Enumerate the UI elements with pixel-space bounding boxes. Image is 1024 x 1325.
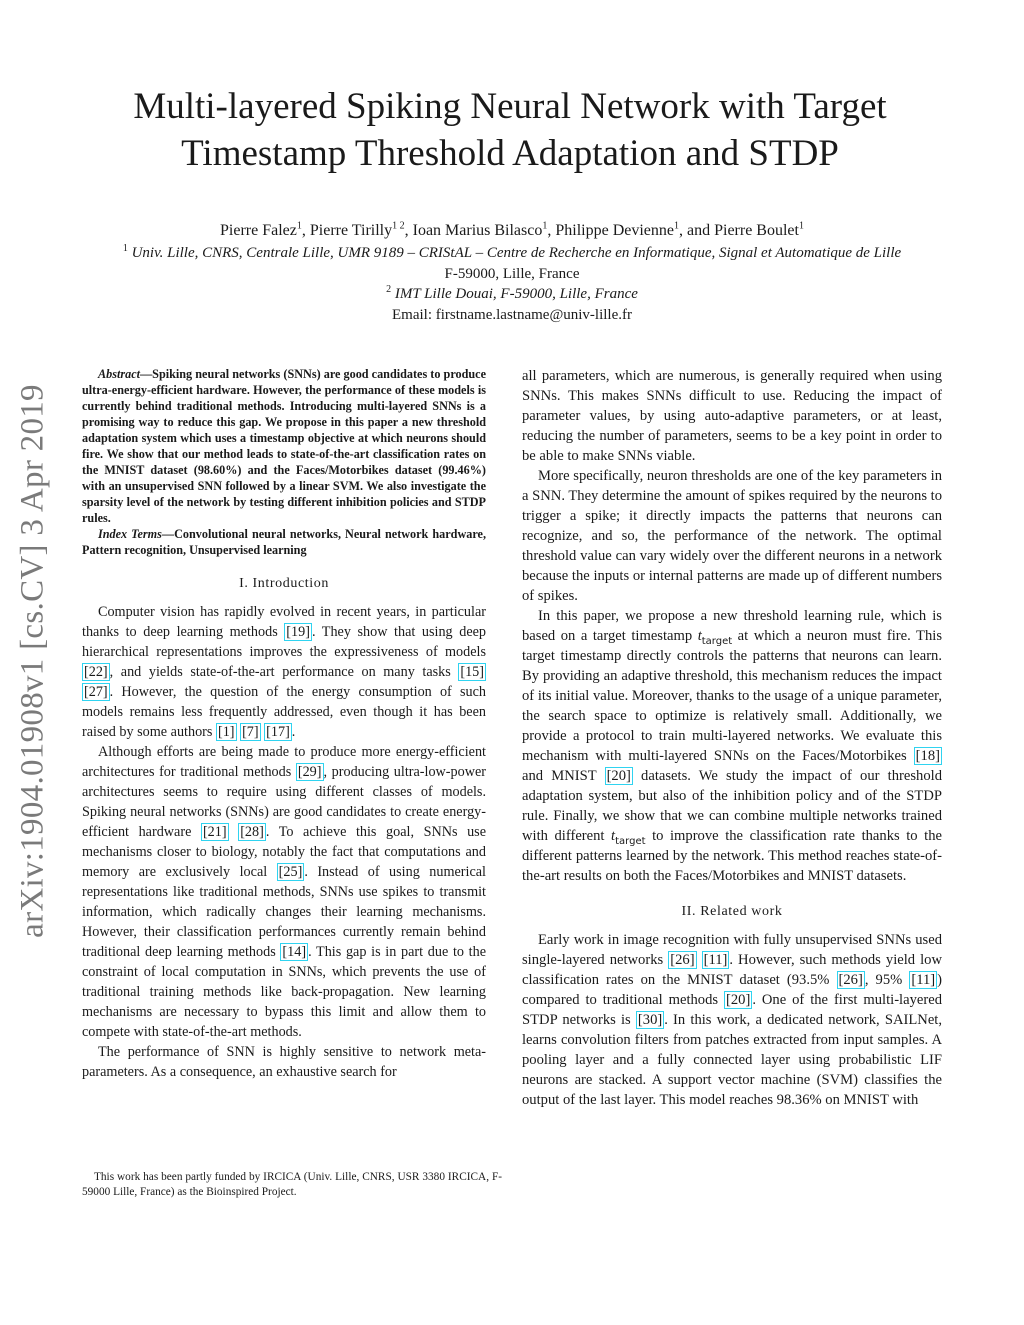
author-email: Email: firstname.lastname@univ-lille.fr — [392, 307, 632, 323]
citation-link[interactable]: [28] — [240, 824, 264, 840]
citation-link[interactable]: [14] — [282, 944, 307, 960]
affiliation-1-city: F-59000, Lille, France — [444, 266, 580, 282]
right-paragraph-3: In this paper, we propose a new threshold learning rule, which is based on a target timestamp $t_{target}$ at which a neuron must fire. This target timestamp directly controls the patterns that neurons can learn. By providing an adaptive threshold, this mechanism reduces the impact of its initial value. Moreover, thanks to the usage of a unique parameter, the search space to optimize is relatively small. Additionally, we provide a protocol to train multi-layered networks. We evaluate this mechanism with multi-layered SNNs on the Faces/Motorbikes [18] and MNIST [20] datasets. We study the impact of our threshold adaptation system, but also of the inhibition policy and of the STDP rule. Finally, we show that we can combine multiple networks trained with different $t_{target}$ to improve the classification rate thanks to the different patterns learned by the network. This method reaches state-of-the-art results on both the Faces/Motorbikes and MNIST datasets. — [522, 608, 943, 884]
citation-link[interactable]: [22] — [84, 664, 108, 680]
index-terms: Index Terms—Convolutional neural networks, Neural network hardware, Pattern recognition, Unsupervised learning — [82, 527, 486, 557]
citation-link[interactable]: [27] — [84, 684, 108, 700]
right-paragraph-1: all parameters, which are numerous, is generally required when using SNNs. This makes SNNs difficult to use. Reducing the impact of parameter values, by using auto-adaptive parameters, or at least, reducing the number of parameters, seems to be a key point in order to be able to make SNNs viable. — [522, 368, 942, 464]
citation-link[interactable]: [19] — [286, 624, 310, 640]
related-paragraph-1: Early work in image recognition with fully unsupervised SNNs used single-layered networks [26] [11] . However, such methods yield low classification rates on the MNIST dataset (93.5% [26] , 95% [11] ) compared to traditional methods [20] . One of the first multi-layered STDP networks is [30] . In this work, a dedicated network, SAILNet, learns convolution filters from patches extracted from input samples. A pooling layer and a fully connected layer using probabilistic LIF neurons are stacked. A support vector machine (SVM) classifies the output of the last layer. This model reaches 98.36% on MNIST with — [522, 932, 942, 1108]
citation-link[interactable]: [29] — [297, 764, 322, 780]
paper-title-line-1: Multi-layered Spiking Neural Network with Target — [133, 86, 887, 127]
citation-link[interactable]: [15] — [460, 664, 484, 680]
arxiv-identifier: arXiv:1904.01908v1 [cs.CV] 3 Apr 2019 — [14, 384, 51, 938]
citation-link[interactable]: [30] — [637, 1012, 663, 1028]
citation-link[interactable]: [21] — [202, 824, 227, 840]
citation-link[interactable]: [20] — [606, 768, 631, 784]
citation-link[interactable]: [11] — [703, 952, 728, 968]
citation-link[interactable]: [17] — [266, 724, 290, 740]
citation-link[interactable]: [7] — [242, 724, 259, 740]
paper-title-line-2: Timestamp Threshold Adaptation and STDP — [181, 133, 839, 174]
left-column — [82, 366, 486, 1082]
citation-link[interactable]: [18] — [915, 748, 940, 764]
intro-paragraph-3: The performance of SNN is highly sensitive to network meta-parameters. As a consequence, an exhaustive search for — [82, 1044, 486, 1080]
citation-link[interactable]: [20] — [726, 992, 751, 1008]
section-heading-introduction: I. Introduction — [239, 576, 329, 591]
funding-footnote: This work has been partly funded by IRCICA (Univ. Lille, CNRS, USR 3380 IRCICA, F-59000 Lille, France) as the Bioinspired Project. — [82, 1171, 502, 1198]
intro-paragraph-2: Although efforts are being made to produce more energy-efficient architectures for traditional methods [29] , producing ultra-low-power architectures seems to require using different classes of models. Spiking neural networks (SNNs) are good candidates to create energy-efficient hardware [21] [28] . To achieve this goal, SNNs use mechanisms closer to biology, notably the fact that computations and memory are exclusively local [25] . Instead of using numerical representations like traditional methods, SNNs use spikes to transmit information, which radically changes their learning mechanisms. However, their classification performances currently remain behind traditional deep learning methods [14] . This gap is in part due to the constraint of local computation in SNNs, which prevents the use of traditional training methods like back-propagation. New learning mechanisms are necessary to bypass this limit and allow them to compete with state-of-the-art methods. — [82, 744, 487, 1040]
citation-link[interactable]: [26] — [838, 972, 863, 988]
affiliation-1: $^1$ Univ. Lille, CNRS, Centrale Lille, UMR 9189 – CRIStAL – Centre de Recherche en Informatique, Signal et Automatique de Lille — [122, 243, 902, 261]
affiliation-2: $^2$ IMT Lille Douai, F-59000, Lille, France — [386, 284, 638, 302]
citation-link[interactable]: [25] — [278, 864, 303, 880]
right-column — [522, 366, 942, 1110]
citation-link[interactable]: [11] — [911, 972, 936, 988]
section-heading-related-work: II. Related work — [681, 904, 783, 919]
citation-link[interactable]: [26] — [670, 952, 695, 968]
abstract: Abstract—Spiking neural networks (SNNs) are good candidates to produce ultra-energy-efficient hardware. However, the performance of these models is currently behind traditional methods. Introducing multi-layered SNNs is a promising way to reduce this gap. We propose in this paper a new threshold adaptation system which uses a timestamp objective at which neurons should fire. We show that our method leads to state-of-the-art classification rates on the MNIST dataset (98.60%) and the Faces/Motorbikes dataset (99.46%) with an unsupervised SNN followed by a linear SVM. We also investigate the sparsity level of the network by testing different inhibition policies and STDP rules. — [82, 367, 486, 525]
intro-paragraph-1: Computer vision has rapidly evolved in recent years, in particular thanks to deep learning methods [19] . They show that using deep hierarchical representations improves the expressiveness of models [22] , and yields state-of-the-art performance on many tasks [15] [27] . However, the question of the energy consumption of such models remains less frequently addressed, even though it has been raised by some authors [1] [7] [17] . — [82, 604, 487, 740]
right-paragraph-2: More specifically, neuron thresholds are one of the key parameters in a SNN. They determine the amount of spikes required by the neurons to trigger a spike; it directly impacts the patterns that neurons can recognize, and so, the performance of the network. The optimal threshold value can vary widely over the different neurons in a network because the inputs or internal patterns are made up of different numbers of spikes. — [522, 468, 943, 604]
citation-link[interactable]: [1] — [217, 724, 235, 740]
author-list: Pierre Falez$^1$, Pierre Tirilly$^{1 2}$, Ioan Marius Bilasco$^1$, Philippe Devienne$^1$, and Pierre Boulet$^1$ — [220, 220, 804, 239]
